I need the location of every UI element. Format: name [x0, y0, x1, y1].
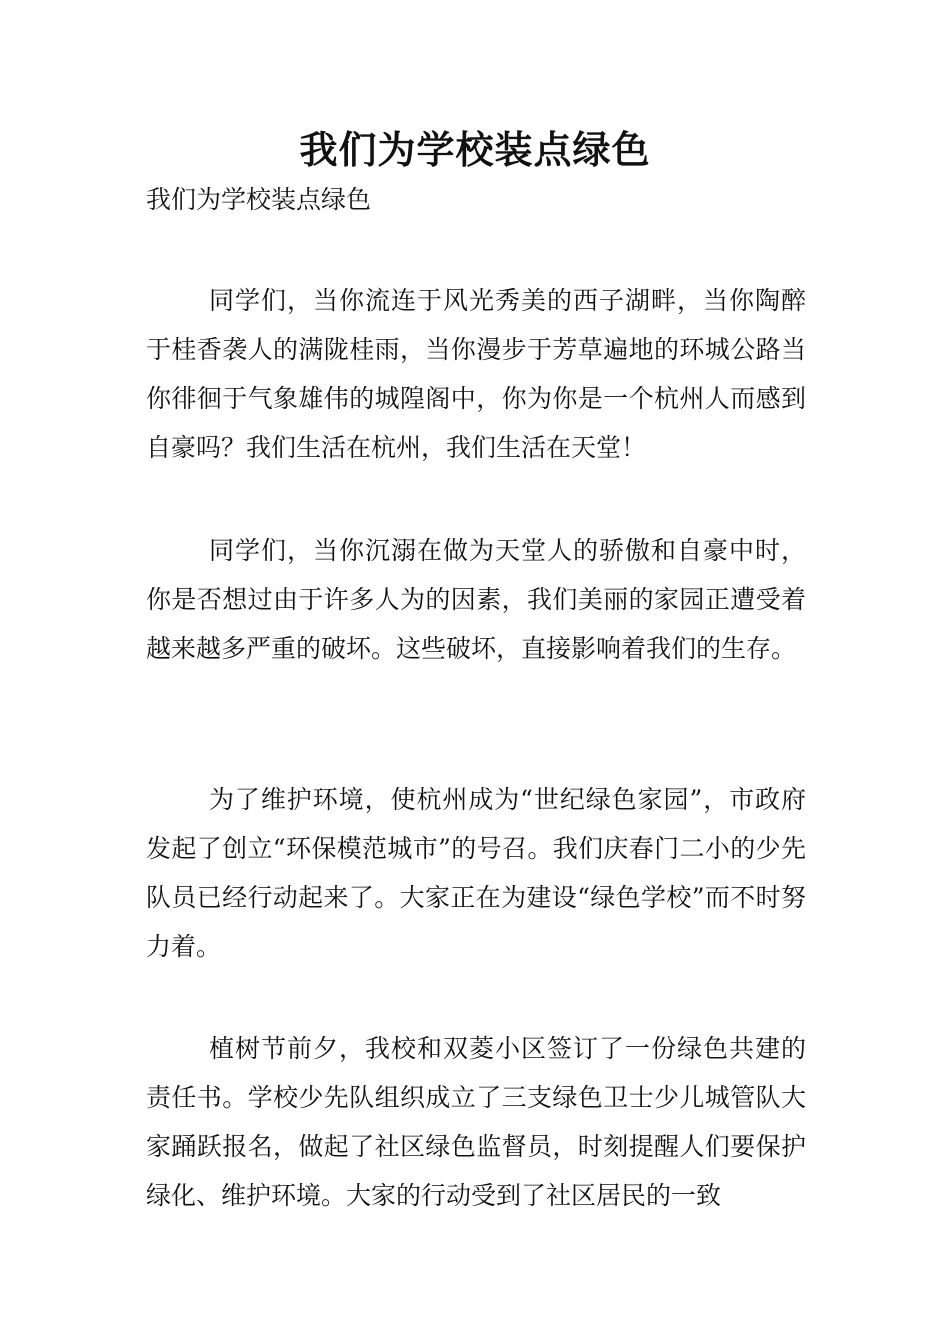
document-title: 我们为学校装点绿色 [299, 128, 651, 172]
document-subtitle: 我们为学校装点绿色 [146, 185, 372, 214]
paragraph-4: 植树节前夕，我校和双菱小区签订了一份绿色共建的责任书。学校少先队组织成立了三支绿色卫士少儿城管队大家踊跃报名，做起了社区绿色监督员，时刻提醒人们要保护绿化、维护环境。大家的行动受到了社区居民的一致 [146, 1034, 806, 1210]
paragraph-2: 同学们，当你沉溺在做为天堂人的骄傲和自豪中时，你是否想过由于许多人为的因素，我们美丽的家园正遭受着越来越多严重的破坏。这些破坏，直接影响着我们的生存。 [146, 536, 806, 663]
paragraph-3: 为了维护环境，使杭州成为“世纪绿色家园”，市政府发起了创立“环保模范城市”的号召。我们庆春门二小的少先队员已经行动起来了。大家正在为建设“绿色学校”而不时努力着。 [146, 785, 806, 961]
paragraph-1: 同学们，当你流连于风光秀美的西子湖畔，当你陶醉于桂香袭人的满陇桂雨，当你漫步于芳草遍地的环城公路当你徘徊于气象雄伟的城隍阁中，你为你是一个杭州人而感到自豪吗？我们生活在杭州，我们生活在天堂！ [146, 286, 806, 462]
